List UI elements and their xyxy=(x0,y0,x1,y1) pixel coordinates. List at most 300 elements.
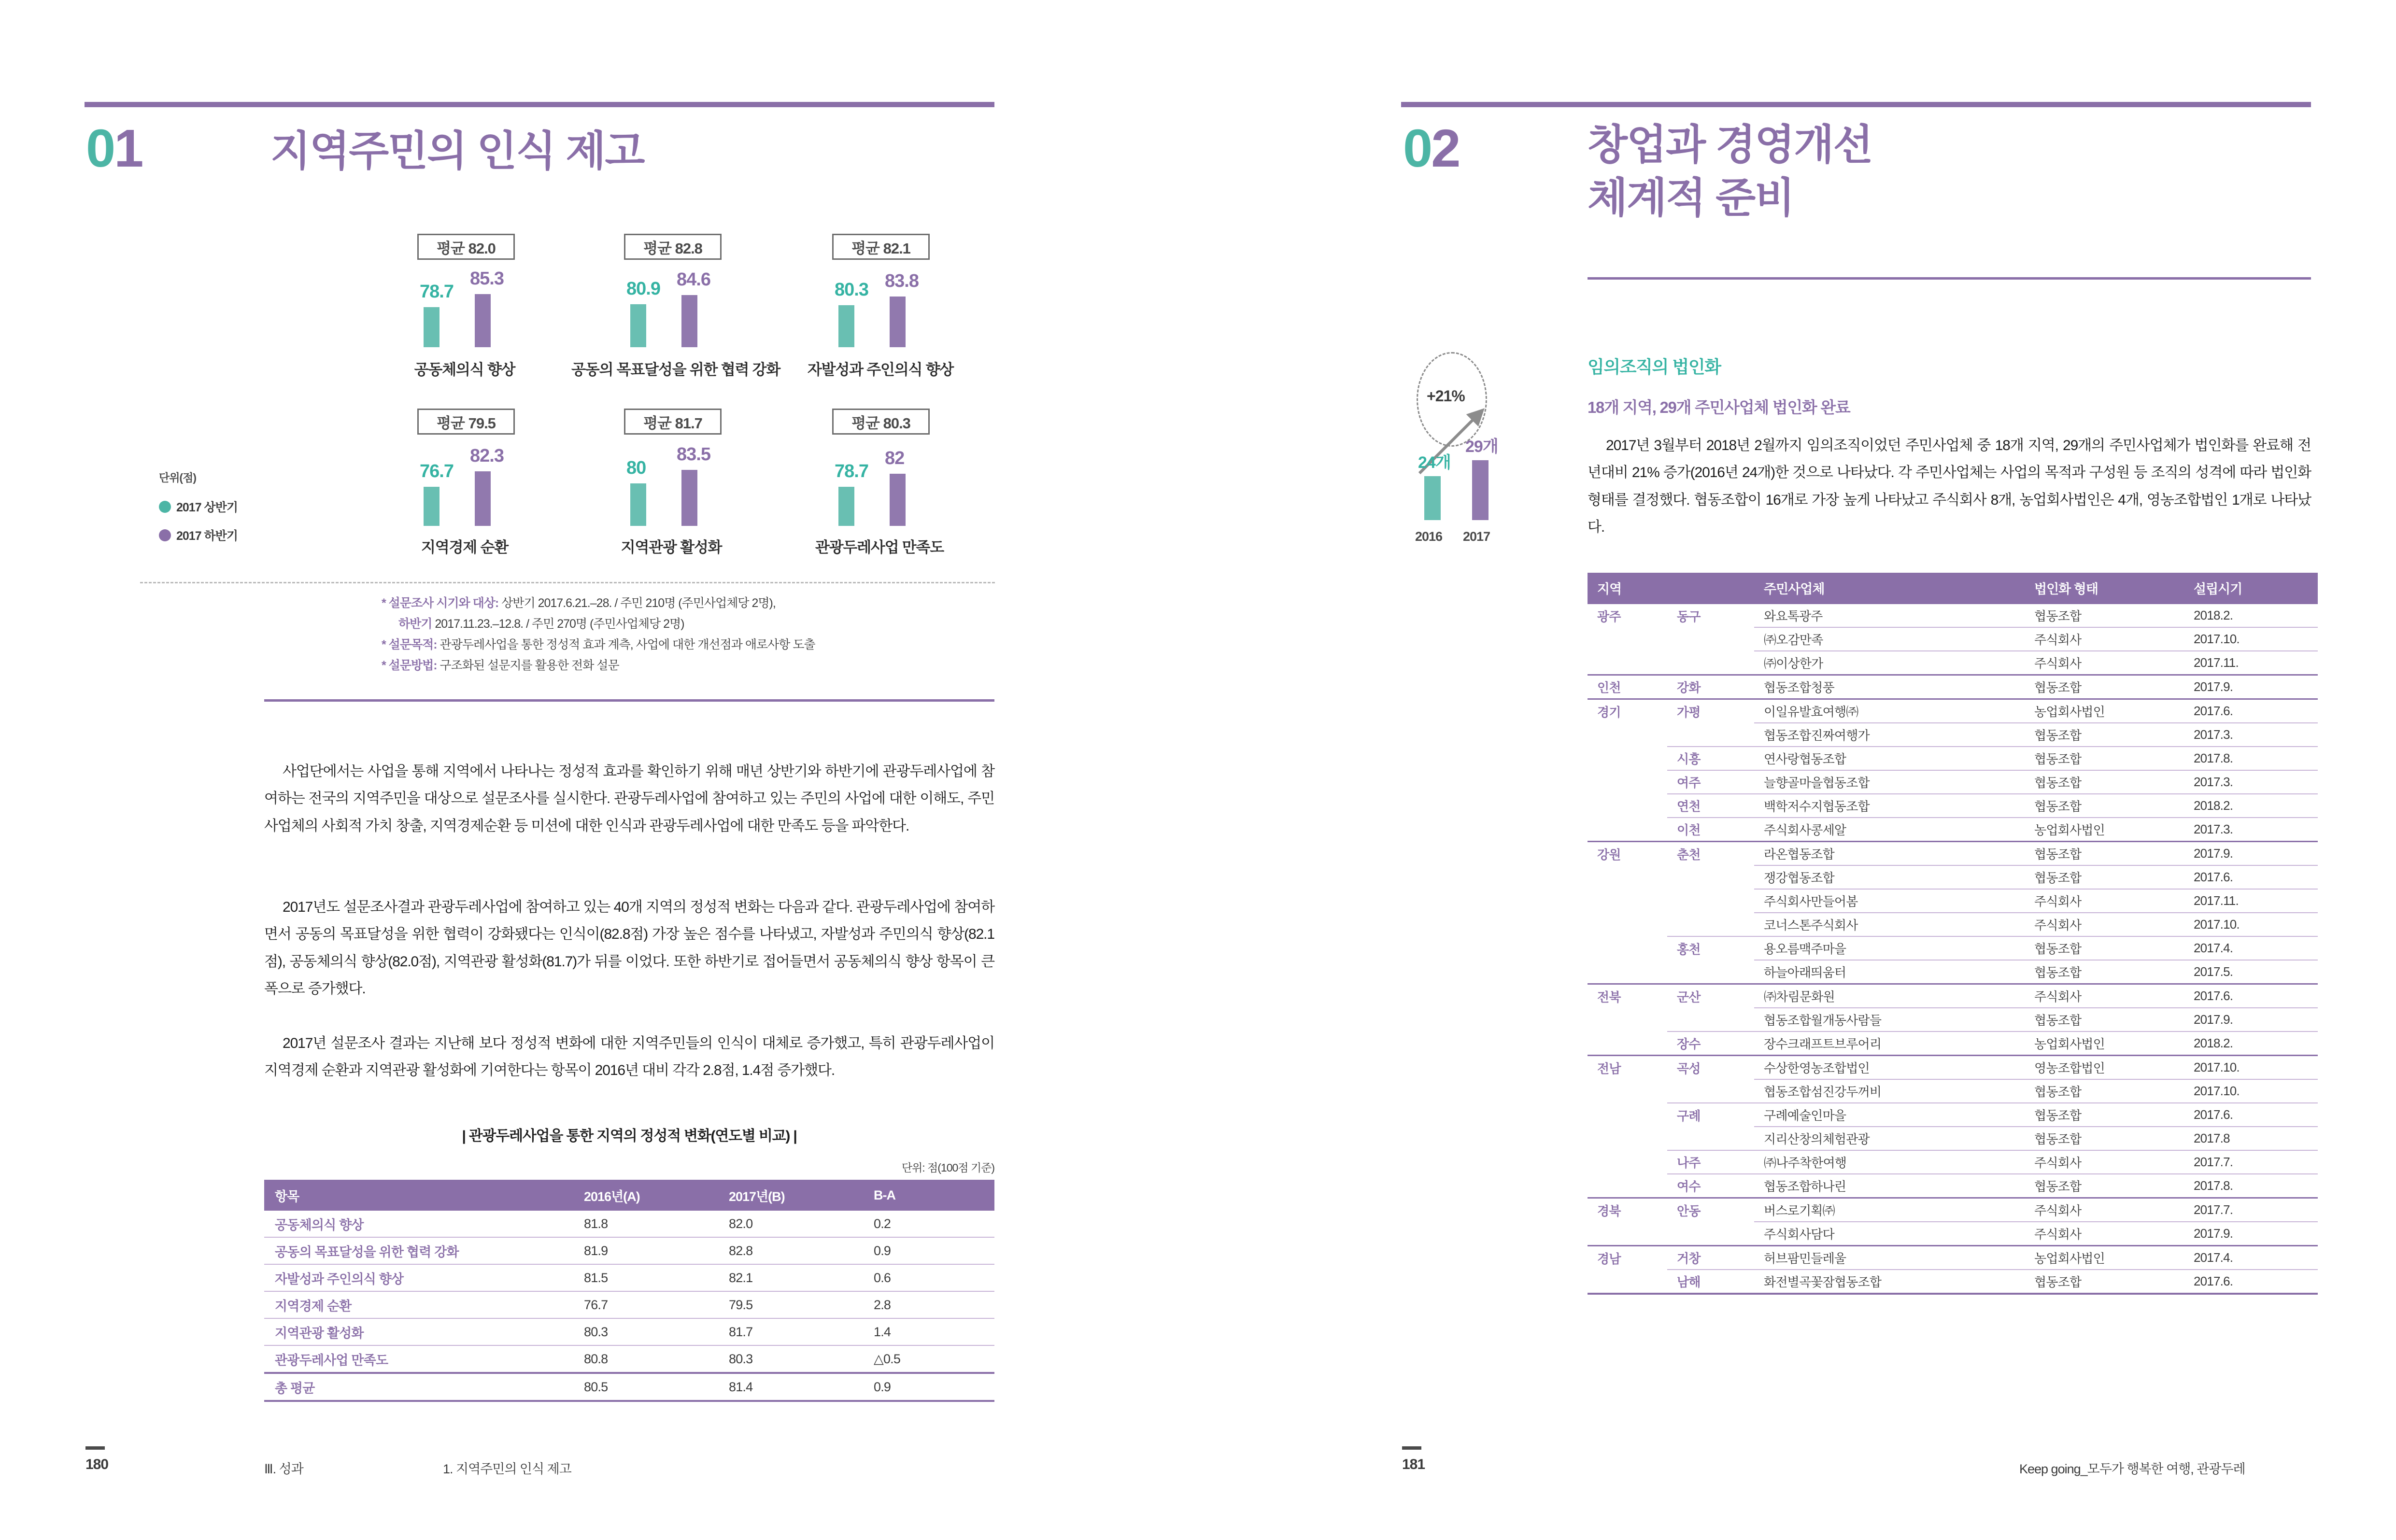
cell-item: 지역경제 순환 xyxy=(264,1291,573,1318)
cell-business-name: 주식회사만들어봄 xyxy=(1754,889,2025,913)
cell-legal-form: 협동조합 xyxy=(2025,1103,2184,1127)
cell-business-name: 늘향골마을협동조합 xyxy=(1754,770,2025,794)
cell-established-date: 2017.8 xyxy=(2184,1127,2318,1150)
bar-teal-4 xyxy=(424,487,440,526)
right-title-bottom-rule xyxy=(1588,277,2311,280)
table-row xyxy=(1588,889,2318,913)
table-row xyxy=(264,1291,994,1318)
note-survey-purpose xyxy=(382,635,815,655)
cell-legal-form: 협동조합 xyxy=(2025,1127,2184,1150)
right-footer-right: Keep going_모두가 행복한 여행, 관광두레 xyxy=(2019,1462,2245,1476)
avg-box-2: 평균 82.8 xyxy=(624,234,722,260)
cell-business-name: ㈜나주착한여행 xyxy=(1754,1150,2025,1174)
right-page xyxy=(1198,0,2396,1540)
cell-subregion: 장수 xyxy=(1667,1031,1754,1056)
cell-legal-form: 협동조합 xyxy=(2025,1270,2184,1294)
cell-region xyxy=(1588,1222,1667,1246)
bar-value-teal-1: 78.7 xyxy=(420,282,454,302)
cell-established-date: 2017.7. xyxy=(2184,1150,2318,1174)
table-row xyxy=(1588,1008,2318,1031)
incorporation-table xyxy=(1588,573,2318,1295)
bar-value-teal-4: 76.7 xyxy=(420,461,454,481)
th-business: 주민사업체 xyxy=(1754,573,2025,604)
cell-established-date: 2017.9. xyxy=(2184,842,2318,866)
cell-legal-form: 협동조합 xyxy=(2025,1174,2184,1198)
cell-region xyxy=(1588,1008,1667,1031)
cell-subregion xyxy=(1667,889,1754,913)
cell-established-date: 2017.3. xyxy=(2184,723,2318,747)
table-header-row xyxy=(264,1180,994,1211)
left-notes-bottom-rule xyxy=(264,699,994,702)
bar-purple-1 xyxy=(475,294,491,347)
cell-subregion: 거창 xyxy=(1667,1246,1754,1270)
cell-established-date: 2017.7. xyxy=(2184,1198,2318,1222)
table-row xyxy=(1588,627,2318,651)
cell-business-name: 연사랑협동조합 xyxy=(1754,747,2025,770)
right-heading-purple: 18개 지역, 29개 주민사업체 법인화 완료 xyxy=(1588,398,1850,416)
legend-label-purple: 2017 하반기 xyxy=(176,529,238,543)
incorporation-table-body xyxy=(1588,604,2318,1294)
cell-established-date: 2017.6. xyxy=(2184,1270,2318,1294)
mini-bar-label-2017: 29개 xyxy=(1465,438,1498,456)
cell-subregion xyxy=(1667,723,1754,747)
table-row xyxy=(1588,675,2318,699)
table-row xyxy=(1588,865,2318,889)
left-footer-right: 1. 지역주민의 인식 제고 xyxy=(443,1462,571,1476)
cell-established-date: 2017.10. xyxy=(2184,913,2318,936)
bar-value-purple-2: 84.6 xyxy=(677,269,710,290)
cell-region: 강원 xyxy=(1588,842,1667,866)
table-row xyxy=(1588,936,2318,960)
cell-subregion: 여주 xyxy=(1667,770,1754,794)
cell-region xyxy=(1588,627,1667,651)
th-item: 항목 xyxy=(264,1180,573,1211)
th-region: 지역 xyxy=(1588,573,1754,604)
cell-established-date: 2017.4. xyxy=(2184,1246,2318,1270)
table-row xyxy=(264,1237,994,1264)
bar-teal-6 xyxy=(838,487,854,526)
cell-subregion: 연천 xyxy=(1667,794,1754,818)
cell-established-date: 2017.5. xyxy=(2184,960,2318,984)
table-row xyxy=(1588,604,2318,628)
cell-established-date: 2017.10. xyxy=(2184,1056,2318,1080)
cell-region xyxy=(1588,747,1667,770)
note-survey-method-label: * 설문방법: xyxy=(382,659,437,672)
cell-legal-form: 협동조합 xyxy=(2025,865,2184,889)
left-table-caption: | 관광두레사업을 통한 지역의 정성적 변화(연도별 비교) | xyxy=(462,1128,797,1144)
cell-diff: 0.9 xyxy=(863,1237,994,1264)
cell-subregion: 여수 xyxy=(1667,1174,1754,1198)
cell-legal-form: 주식회사 xyxy=(2025,913,2184,936)
table-row xyxy=(1588,1222,2318,1246)
cell-item: 관광두레사업 만족도 xyxy=(264,1345,573,1373)
table-row xyxy=(264,1264,994,1291)
cell-subregion xyxy=(1667,1079,1754,1103)
table-row xyxy=(1588,651,2318,675)
table-header-row xyxy=(1588,573,2318,604)
note-survey-method-value: 구조화된 설문지를 활용한 전화 설문 xyxy=(437,659,619,672)
note-survey-period-value: 상반기 2017.6.21.–28. / 주민 210명 (주민사업체당 2명), xyxy=(498,596,776,610)
right-footer-dash xyxy=(1402,1446,1421,1450)
cell-2016: 76.7 xyxy=(573,1291,718,1318)
cell-business-name: 구례예술인마을 xyxy=(1754,1103,2025,1127)
table-row xyxy=(1588,1198,2318,1222)
right-page-number: 181 xyxy=(1402,1456,1425,1472)
cell-subregion: 가평 xyxy=(1667,699,1754,723)
qualitative-change-table xyxy=(264,1180,994,1402)
cell-region xyxy=(1588,651,1667,675)
bar-value-purple-5: 83.5 xyxy=(677,444,710,465)
mini-year-2017: 2017 xyxy=(1463,529,1490,544)
cell-region: 광주 xyxy=(1588,604,1667,628)
right-heading-teal: 임의조직의 법인화 xyxy=(1588,357,1721,377)
bar-purple-6 xyxy=(890,474,906,526)
bar-value-teal-2: 80.9 xyxy=(626,279,660,299)
cell-subregion xyxy=(1667,913,1754,936)
avg-box-6: 평균 80.3 xyxy=(832,409,930,435)
avg-box-5: 평균 81.7 xyxy=(624,409,722,435)
right-section-number-digit2: 2 xyxy=(1431,119,1460,178)
cell-business-name: 화전별곡꽃잠협동조합 xyxy=(1754,1270,2025,1294)
cell-established-date: 2017.10. xyxy=(2184,627,2318,651)
cell-subregion: 이천 xyxy=(1667,818,1754,842)
cell-business-name: 쟁강협동조합 xyxy=(1754,865,2025,889)
cell-legal-form: 협동조합 xyxy=(2025,723,2184,747)
legend-dot-purple xyxy=(159,529,171,541)
legend-dot-teal xyxy=(159,501,171,513)
cell-business-name: 백학저수지협동조합 xyxy=(1754,794,2025,818)
cell-business-name: 주식회사담다 xyxy=(1754,1222,2025,1246)
cell-legal-form: 협동조합 xyxy=(2025,1008,2184,1031)
cell-business-name: 와요톡광주 xyxy=(1754,604,2025,628)
cell-business-name: 주식회사콩세알 xyxy=(1754,818,2025,842)
cell-2017: 82.1 xyxy=(718,1264,863,1291)
cell-business-name: 협동조합청풍 xyxy=(1754,675,2025,699)
bar-category-5: 지역관광 활성화 xyxy=(621,539,722,556)
cell-2017: 79.5 xyxy=(718,1291,863,1318)
cell-subregion xyxy=(1667,651,1754,675)
cell-2016: 81.8 xyxy=(573,1211,718,1237)
bar-purple-3 xyxy=(890,297,906,347)
table-row xyxy=(1588,1056,2318,1080)
cell-subregion: 구례 xyxy=(1677,1108,1701,1123)
note-survey-purpose-label: * 설문목적: xyxy=(382,638,437,651)
cell-2016: 80.3 xyxy=(573,1318,718,1345)
cell-legal-form: 협동조합 xyxy=(2025,770,2184,794)
bar-value-purple-1: 85.3 xyxy=(470,268,504,289)
cell-subregion: 나주 xyxy=(1667,1150,1754,1174)
left-footer-dash xyxy=(85,1446,105,1450)
cell-item: 공동체의식 향상 xyxy=(264,1211,573,1237)
avg-box-3: 평균 82.1 xyxy=(832,234,930,260)
bar-value-purple-6: 82 xyxy=(885,448,905,468)
cell-region xyxy=(1588,723,1667,747)
cell-established-date: 2017.6. xyxy=(2184,984,2318,1008)
cell-diff: △0.5 xyxy=(863,1345,994,1373)
cell-legal-form: 영농조합법인 xyxy=(2025,1056,2184,1080)
cell-established-date: 2018.2. xyxy=(2184,794,2318,818)
table-row xyxy=(1588,794,2318,818)
cell-legal-form: 농업회사법인 xyxy=(2025,1246,2184,1270)
cell-legal-form: 농업회사법인 xyxy=(2025,818,2184,842)
table-row xyxy=(1588,1079,2318,1103)
cell-subregion: 군산 xyxy=(1667,984,1754,1008)
right-section-number xyxy=(1403,119,1460,178)
table-row xyxy=(1588,818,2318,842)
cell-region xyxy=(1588,889,1667,913)
cell-established-date: 2017.3. xyxy=(2184,770,2318,794)
table-row xyxy=(1588,1103,2318,1127)
bar-teal-3 xyxy=(838,305,854,347)
cell-legal-form: 주식회사 xyxy=(2025,1150,2184,1174)
cell-established-date: 2017.9. xyxy=(2184,675,2318,699)
cell-subregion xyxy=(1667,1008,1754,1031)
cell-region xyxy=(1588,1150,1667,1174)
cell-legal-form: 주식회사 xyxy=(2025,627,2184,651)
cell-region xyxy=(1588,960,1667,984)
legend-item-first-half xyxy=(159,498,238,515)
bar-value-purple-4: 82.3 xyxy=(470,446,504,466)
cell-legal-form: 협동조합 xyxy=(2025,1079,2184,1103)
note-second-half-label: 하반기 xyxy=(398,617,432,631)
table-row xyxy=(1588,1270,2318,1294)
legend-item-second-half xyxy=(159,526,238,544)
cell-region xyxy=(1588,770,1667,794)
cell-region: 인천 xyxy=(1588,675,1667,699)
cell-2016: 80.8 xyxy=(573,1345,718,1373)
cell-business-name: 지리산창의체험관광 xyxy=(1754,1127,2025,1150)
cell-legal-form: 협동조합 xyxy=(2025,675,2184,699)
th-diff: B-A xyxy=(863,1180,994,1211)
th-form: 법인화 형태 xyxy=(2025,573,2184,604)
bar-value-teal-3: 80.3 xyxy=(835,280,868,300)
cell-business-name: 라온협동조합 xyxy=(1754,842,2025,866)
cell-item: 지역관광 활성화 xyxy=(264,1318,573,1345)
right-page-title-line2: 체계적 준비 xyxy=(1588,175,1794,222)
left-section-number-digit1: 0 xyxy=(86,119,114,178)
cell-subregion: 시흥 xyxy=(1667,747,1754,770)
legend-label-teal: 2017 상반기 xyxy=(176,501,238,514)
table-row xyxy=(1588,913,2318,936)
cell-subregion: 동구 xyxy=(1667,604,1754,628)
cell-established-date: 2017.9. xyxy=(2184,1222,2318,1246)
cell-business-name: 용오름맥주마을 xyxy=(1754,936,2025,960)
cell-established-date: 2017.11. xyxy=(2184,651,2318,675)
left-section-number-digit2: 1 xyxy=(114,119,142,178)
cell-item: 자발성과 주인의식 향상 xyxy=(264,1264,573,1291)
cell-business-name: 이일유발효여행㈜ xyxy=(1754,699,2025,723)
cell-business-name: 협동조합진짜여행가 xyxy=(1754,723,2025,747)
table-row xyxy=(1588,1150,2318,1174)
cell-subregion: 남해 xyxy=(1667,1270,1754,1294)
table-row xyxy=(1588,1174,2318,1198)
cell-business-name: 협동조합섬진강두꺼비 xyxy=(1754,1079,2025,1103)
cell-business-name: 코너스톤주식회사 xyxy=(1754,913,2025,936)
cell-subregion xyxy=(1667,627,1754,651)
left-paragraph-3: 2017년 설문조사 결과는 지난해 보다 정성적 변화에 대한 지역주민들의 인식이 대체로 증가했고, 특히 관광두레사업이 지역경제 순환과 지역관광 활성화에 기여한다는 항목이 2016년 대비 각각 2.8점, 1.4점 증가했다. xyxy=(264,1035,994,1079)
table-row xyxy=(264,1211,994,1237)
cell-established-date: 2017.3. xyxy=(2184,818,2318,842)
cell-business-name: 협동조합하나린 xyxy=(1754,1174,2025,1198)
note-survey-purpose-value: 관광두레사업을 통한 정성적 효과 계측, 사업에 대한 개선점과 애로사항 도출 xyxy=(437,638,815,651)
note-survey-method xyxy=(382,655,619,676)
cell-2016: 81.5 xyxy=(573,1264,718,1291)
cell-subregion xyxy=(1667,865,1754,889)
cell-business-name: 장수크래프트브루어리 xyxy=(1754,1031,2025,1056)
th-2017: 2017년(B) xyxy=(718,1180,863,1211)
left-footer-center: Ⅲ. 성과 xyxy=(264,1462,303,1476)
left-page-number: 180 xyxy=(85,1456,109,1472)
cell-legal-form: 협동조합 xyxy=(2025,936,2184,960)
right-header-rule xyxy=(1401,102,2311,107)
note-second-half-value: 2017.11.23.–12.8. / 주민 270명 (주민사업체당 2명) xyxy=(432,617,684,631)
cell-region xyxy=(1588,1103,1667,1127)
bar-category-1: 공동체의식 향상 xyxy=(414,361,515,378)
cell-subregion xyxy=(1667,960,1754,984)
table-row xyxy=(264,1318,994,1345)
cell-subregion: 춘천 xyxy=(1667,842,1754,866)
cell-2016: 80.5 xyxy=(573,1373,718,1401)
cell-region xyxy=(1588,1127,1667,1150)
cell-business-name: 수상한영농조합법인 xyxy=(1754,1056,2025,1080)
cell-region: 전북 xyxy=(1588,984,1667,1008)
right-section-number-digit1: 0 xyxy=(1403,119,1432,178)
cell-legal-form: 협동조합 xyxy=(2025,604,2184,628)
cell-subregion xyxy=(1667,1222,1754,1246)
cell-2017: 80.3 xyxy=(718,1345,863,1373)
cell-item: 총 평균 xyxy=(264,1373,573,1401)
cell-established-date: 2017.11. xyxy=(2184,889,2318,913)
cell-region xyxy=(1588,818,1667,842)
bar-purple-5 xyxy=(681,470,697,526)
table-row xyxy=(1588,1031,2318,1056)
cell-2017: 82.8 xyxy=(718,1237,863,1264)
cell-subregion xyxy=(1667,1127,1754,1150)
cell-region xyxy=(1588,1079,1667,1103)
cell-diff: 2.8 xyxy=(863,1291,994,1318)
cell-legal-form: 협동조합 xyxy=(2025,794,2184,818)
cell-established-date: 2017.4. xyxy=(2184,936,2318,960)
cell-business-name: ㈜차림문화원 xyxy=(1754,984,2025,1008)
cell-legal-form: 주식회사 xyxy=(2025,984,2184,1008)
cell-item: 공동의 목표달성을 위한 협력 강화 xyxy=(264,1237,573,1264)
bar-teal-1 xyxy=(424,307,440,347)
chart-unit-label: 단위(점) xyxy=(159,471,196,484)
cell-2017: 81.7 xyxy=(718,1318,863,1345)
cell-2017: 82.0 xyxy=(718,1211,863,1237)
th-2016: 2016년(A) xyxy=(573,1180,718,1211)
cell-business-name: ㈜오감만족 xyxy=(1754,627,2025,651)
cell-subregion: 강화 xyxy=(1667,675,1754,699)
cell-legal-form: 주식회사 xyxy=(2025,889,2184,913)
cell-legal-form: 협동조합 xyxy=(2025,747,2184,770)
cell-business-name: ㈜이상한가 xyxy=(1754,651,2025,675)
table-row xyxy=(1588,747,2318,770)
cell-region xyxy=(1588,913,1667,936)
left-page-title: 지역주민의 인식 제고 xyxy=(270,128,644,174)
cell-diff: 0.6 xyxy=(863,1264,994,1291)
cell-2017: 81.4 xyxy=(718,1373,863,1401)
right-page-title-line1: 창업과 경영개선 xyxy=(1588,122,1872,168)
bar-teal-2 xyxy=(630,304,646,347)
mini-bar-2017 xyxy=(1472,460,1489,520)
table-row xyxy=(1588,770,2318,794)
mini-year-2016: 2016 xyxy=(1415,529,1443,544)
table-row xyxy=(1588,1246,2318,1270)
bar-value-purple-3: 83.8 xyxy=(885,271,919,291)
cell-established-date: 2017.6. xyxy=(2184,865,2318,889)
cell-region xyxy=(1588,1031,1667,1056)
bar-category-2: 공동의 목표달성을 위한 협력 강화 xyxy=(571,361,780,378)
cell-subregion: 홍천 xyxy=(1677,942,1701,957)
cell-legal-form: 주식회사 xyxy=(2025,1198,2184,1222)
cell-established-date: 2017.10. xyxy=(2184,1079,2318,1103)
cell-established-date: 2018.2. xyxy=(2184,604,2318,628)
cell-diff: 0.9 xyxy=(863,1373,994,1401)
cell-diff: 1.4 xyxy=(863,1318,994,1345)
cell-region xyxy=(1588,1174,1667,1198)
bar-category-4: 지역경제 순환 xyxy=(421,539,508,556)
bar-value-teal-6: 78.7 xyxy=(835,461,868,481)
table-row xyxy=(1588,842,2318,866)
cell-region: 경남 xyxy=(1588,1246,1667,1270)
bar-teal-5 xyxy=(630,483,646,526)
avg-box-1: 평균 82.0 xyxy=(417,234,515,260)
chart-notes-separator xyxy=(140,582,995,583)
th-date: 설립시기 xyxy=(2184,573,2318,604)
bar-category-6: 관광두레사업 만족도 xyxy=(815,539,944,556)
left-header-rule xyxy=(85,102,994,107)
note-survey-period xyxy=(382,593,776,614)
cell-established-date: 2017.8. xyxy=(2184,1174,2318,1198)
cell-established-date: 2017.9. xyxy=(2184,1008,2318,1031)
cell-region: 경북 xyxy=(1588,1198,1667,1222)
cell-legal-form: 농업회사법인 xyxy=(2025,699,2184,723)
cell-business-name: 허브팜민들레울 xyxy=(1754,1246,2025,1270)
left-section-number xyxy=(86,119,142,178)
note-survey-period-line2 xyxy=(398,614,684,635)
cell-region xyxy=(1588,794,1667,818)
left-table-unit: 단위: 점(100점 기준) xyxy=(901,1161,994,1174)
cell-business-name: 버스로기획㈜ xyxy=(1754,1198,2025,1222)
table-row xyxy=(1588,699,2318,723)
bar-purple-2 xyxy=(681,295,697,347)
cell-diff: 0.2 xyxy=(863,1211,994,1237)
mini-bar-2016 xyxy=(1424,476,1441,520)
cell-established-date: 2017.6. xyxy=(2184,699,2318,723)
cell-legal-form: 협동조합 xyxy=(2025,842,2184,866)
right-page-title xyxy=(1588,118,1872,225)
note-survey-period-label: * 설문조사 시기와 대상: xyxy=(382,596,499,610)
table-row xyxy=(1588,984,2318,1008)
avg-box-4: 평균 79.5 xyxy=(417,409,515,435)
cell-established-date: 2017.8. xyxy=(2184,747,2318,770)
cell-subregion: 곡성 xyxy=(1667,1056,1754,1080)
table-row xyxy=(1588,960,2318,984)
growth-percent-label: +21% xyxy=(1427,387,1465,405)
cell-legal-form: 주식회사 xyxy=(2025,651,2184,675)
bar-category-3: 자발성과 주인의식 향상 xyxy=(807,361,954,378)
cell-business-name: 하늘아래띄움터 xyxy=(1754,960,2025,984)
cell-region xyxy=(1588,865,1667,889)
cell-2016: 81.9 xyxy=(573,1237,718,1264)
left-paragraph-2: 2017년도 설문조사결과 관광두레사업에 참여하고 있는 40개 지역의 정성적 변화는 다음과 같다. 관광두레사업에 참여하면서 공동의 목표달성을 위한 협력이 강화됐다는 인식이(82.8점) 가장 높은 점수를 나타냈고, 자발성과 주민의식 향상(82.1점), 공동체의식 향상(82.0점), 지역관광 활성화(81.7)가 뒤를 이었다. 또한 하반기로 접어들면서 공동체의식 향상 항목이 큰 폭으로 증가했다. xyxy=(264,899,994,997)
bar-purple-4 xyxy=(475,471,491,526)
table-row xyxy=(1588,1127,2318,1150)
cell-legal-form: 농업회사법인 xyxy=(2025,1031,2184,1056)
bar-value-teal-5: 80 xyxy=(626,458,646,478)
right-paragraph: 2017년 3월부터 2018년 2월까지 임의조직이었던 주민사업체 중 18개 지역, 29개의 주민사업체가 법인화를 완료해 전년대비 21% 증가(2016년 24개)한 것으로 나타났다. 각 주민사업체는 사업의 목적과 구성원 등 조직의 성격에 따라 법인화 형태를 결정했다. 협동조합이 16개로 가장 높게 나타났고 주식회사 8개, 농업회사법인은 4개, 영농조합법인 1개로 나타났다. xyxy=(1588,438,2311,536)
